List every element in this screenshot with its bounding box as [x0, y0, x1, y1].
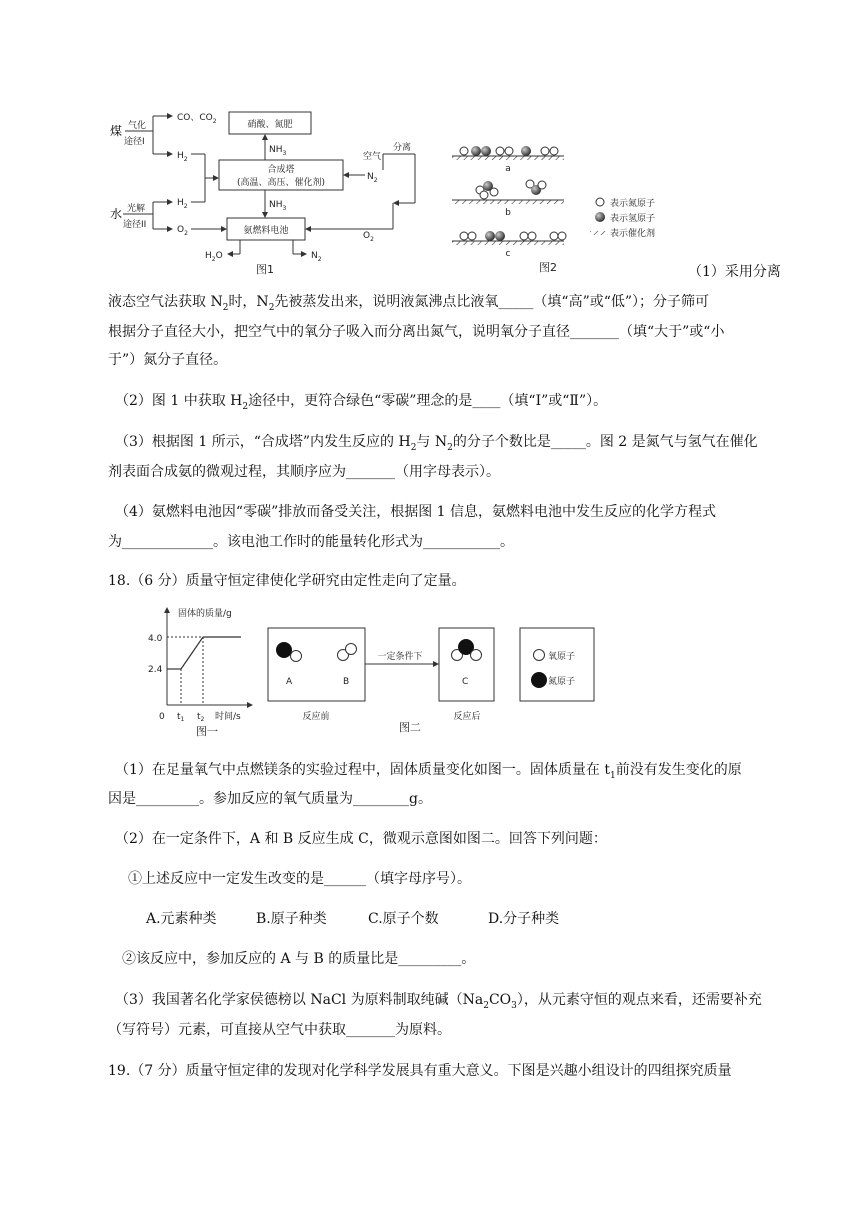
t2-label: t: [197, 712, 201, 722]
option-c: C.原子个数: [368, 911, 439, 927]
legend-catalyst: 表示催化剂: [610, 229, 656, 239]
q18-p1-line2: 因是_________。参加反应的氧气质量为________g。: [108, 791, 432, 807]
graph-ylabel: 固体的质量/g: [178, 609, 232, 619]
h2-sub-2: 2: [183, 203, 188, 210]
graph-xlabel: 时间/s: [215, 712, 241, 722]
separate-label: 分离: [393, 143, 412, 153]
row-b-label: b: [505, 208, 511, 218]
tower-title: 合成塔: [267, 165, 295, 175]
n2-text-1: N: [367, 172, 374, 182]
option-b: B.原子种类: [256, 911, 327, 927]
h2-sub-1: 2: [183, 156, 188, 163]
after-label: 反应后: [453, 712, 481, 722]
q17-p1-b2: 时，N: [228, 294, 269, 310]
route2-label: 途径II: [123, 220, 147, 230]
nh3-text-2: NH: [269, 200, 283, 210]
svg-text:CO、CO2: [177, 113, 217, 125]
photolysis-label: 光解: [127, 204, 146, 214]
nh3-sub-1: 3: [282, 150, 287, 157]
q17-p4-line2: 为_____________。该电池工作时的能量转化形式为___________。: [108, 534, 514, 550]
q17-p3-a: （3）根据图 1 所示，“合成塔”内发生反应的 H: [115, 434, 411, 450]
figure-1-flowchart: [105, 108, 435, 280]
n2-text-out: N: [311, 251, 318, 261]
q17-p3-line2: 剂表面合成氨的微观过程，其顺序应为_______（用字母表示）。: [108, 464, 500, 480]
svg-text:O2: [363, 231, 374, 243]
legend-n-atom: 表示氮原子: [610, 199, 656, 209]
figure-one-caption: 图一: [196, 725, 218, 738]
h2o-sub: 2: [211, 256, 216, 263]
label-B: B: [343, 677, 350, 687]
x-origin: 0: [159, 712, 165, 722]
water-label: 水: [110, 207, 123, 221]
o2-text-2: O: [363, 231, 371, 241]
svg-text:NH3: [269, 145, 287, 157]
label-C: C: [462, 677, 469, 687]
co-co2-text: CO、CO: [177, 113, 213, 123]
coal-label: 煤: [110, 124, 123, 138]
h2-text-2: H: [177, 198, 184, 208]
y-tick-40: 4.0: [148, 634, 163, 644]
legend-oxygen: 氧原子: [548, 652, 576, 662]
label-A: A: [286, 677, 293, 687]
svg-text:H2O: [205, 251, 223, 263]
nitric-box-text: 硝酸、氮肥: [247, 120, 293, 130]
q18-p3-sub1: 2: [483, 1000, 489, 1011]
svg-text:O2: [177, 225, 188, 237]
gasify-label: 气化: [128, 121, 147, 131]
q17-p1-line-c: 根据分子直径大小，把空气中的氧分子吸入而分离出氮气，说明氧分子直径_______（填“大于”或“小: [108, 324, 725, 340]
q18-p1-a: （1）在足量氧气中点燃镁条的实验过程中，固体质量变化如图一。固体质量在 t: [115, 762, 610, 778]
route1-label: 途径I: [124, 137, 145, 147]
figure-2-caption: 图2: [539, 261, 557, 274]
option-d: D.分子种类: [488, 911, 560, 927]
figure-two-caption: 图二: [399, 721, 421, 734]
q18-p1-line1: （1）在足量氧气中点燃镁条的实验过程中，固体质量变化如图一。固体质量在 $t_1$前没有发生变化的原: [115, 762, 742, 781]
tower-conditions: (高温、高压、催化剂): [236, 178, 326, 188]
q18-title: 18.（6 分）质量守恒定律使化学研究由定性走向了定量。: [108, 573, 466, 589]
q18-p2: （2）在一定条件下，A 和 B 反应生成 C，微观示意图如图二。回答下列问题：: [115, 831, 607, 847]
q18-p1-a2: 前没有发生变化的原: [615, 762, 742, 778]
q18-p3-sub2: 3: [511, 1000, 517, 1011]
legend-h-atom: 表示氢原子: [610, 214, 656, 224]
q18-p2-1: ①上述反应中一定发生改变的是______（填字母序号）。: [128, 871, 471, 887]
n2-sub-1: 2: [373, 177, 378, 184]
condition-label: 一定条件下: [377, 652, 423, 662]
q17-p2-b: 途径中，更符合绿色“零碳”理念的是____（填“Ⅰ”或“Ⅱ”）。: [248, 393, 608, 409]
q17-p1-b: 液态空气法获取 N: [108, 294, 223, 310]
legend-nitrogen: 氮原子: [548, 677, 576, 687]
t2-sub: 2: [200, 716, 205, 723]
q18-p3-line1: [115, 990, 762, 1016]
figure-2-micro-process: [450, 138, 690, 278]
row-a-label: a: [505, 164, 511, 174]
q17-p1-part-a: （1）采用分离: [688, 264, 781, 280]
q17-p2-a: （2）图 1 中获取 H: [115, 393, 243, 409]
o2-text-1: O: [177, 225, 185, 235]
svg-text:t2: [197, 712, 205, 723]
q18-p3-a: （3）我国著名化学家侯德榜以 NaCl 为原料制取纯碱（Na: [115, 992, 484, 1008]
t1-label: t: [177, 712, 181, 722]
h2-text-1: H: [177, 151, 184, 161]
q18-p2-2: ②该反应中，参加反应的 A 与 B 的质量比是_________。: [122, 951, 476, 967]
co2-subscript: 2: [212, 118, 217, 125]
q17-p3-c: 的分子个数比是_____。图 2 是氮气与氢气在催化: [452, 434, 758, 450]
y-tick-24: 2.4: [148, 665, 163, 675]
q17-p4-line1: （4）氨燃料电池因“零碳”排放而备受关注，根据图 1 信息，氨燃料电池中发生反应的化学方程式: [115, 504, 717, 520]
o2-sub-1: 2: [184, 230, 188, 237]
svg-text:H2: [177, 198, 188, 210]
q17-p3-line1: （3）根据图 1 所示，“合成塔”内发生反应的 $H_2$与 $N_2$的分子个数比是_____。图 2 是氮气与氢气在催化: [115, 434, 758, 453]
q17-p1-b3: 先被蒸发出来，说明液氮沸点比液氧_____（填“高”或“低”）；分子筛可: [274, 294, 710, 310]
t1-sub: 1: [180, 716, 185, 723]
before-label: 反应前: [302, 712, 330, 722]
q19-text: 19.（7 分）质量守恒定律的发现对化学科学发展具有重大意义。下图是兴趣小组设计的四组探究质量: [108, 1063, 732, 1079]
h2o-o: O: [215, 251, 223, 261]
svg-text:t1: [177, 712, 185, 723]
nh3-sub-2: 3: [282, 205, 287, 212]
o2-sub-2: 2: [370, 236, 374, 243]
option-a: A.元素种类: [146, 911, 217, 927]
fuel-cell-text: 氨燃料电池: [243, 226, 289, 236]
q17-p1-line-d: 于”）氮分子直径。: [108, 352, 228, 368]
q18-p3-line2: （写符号）元素，可直接从空气中获取_______为原料。: [108, 1022, 451, 1038]
q17-p2: （2）图 1 中获取 $H_2$途径中，更符合绿色“零碳”理念的是____（填“Ⅰ”或“Ⅱ”）。: [115, 393, 608, 412]
figure-1-caption: 图1: [256, 263, 274, 276]
svg-text:N2: [311, 251, 322, 263]
q18-figures: [145, 605, 595, 740]
svg-text:H2: [177, 151, 188, 163]
q17-p1-line-b: 液态空气法获取 $N_2$时，$N_2$先被蒸发出来，说明液氮沸点比液氧_____（填“高”或“低”）；分子筛可: [108, 294, 710, 313]
q18-p3-a2: CO: [488, 992, 512, 1008]
q17-p3-b: 与 N: [416, 434, 448, 450]
svg-text:NH3: [269, 200, 287, 212]
q18-p3-a3: ），从元素守恒的观点来看，还需要补充: [516, 992, 762, 1008]
row-c-label: c: [505, 249, 511, 259]
svg-text:N2: [367, 172, 378, 184]
h2o-text: H: [205, 251, 212, 261]
n2-sub-out: 2: [317, 256, 322, 263]
nh3-text-1: NH: [269, 145, 283, 155]
air-label: 空气: [363, 152, 382, 162]
